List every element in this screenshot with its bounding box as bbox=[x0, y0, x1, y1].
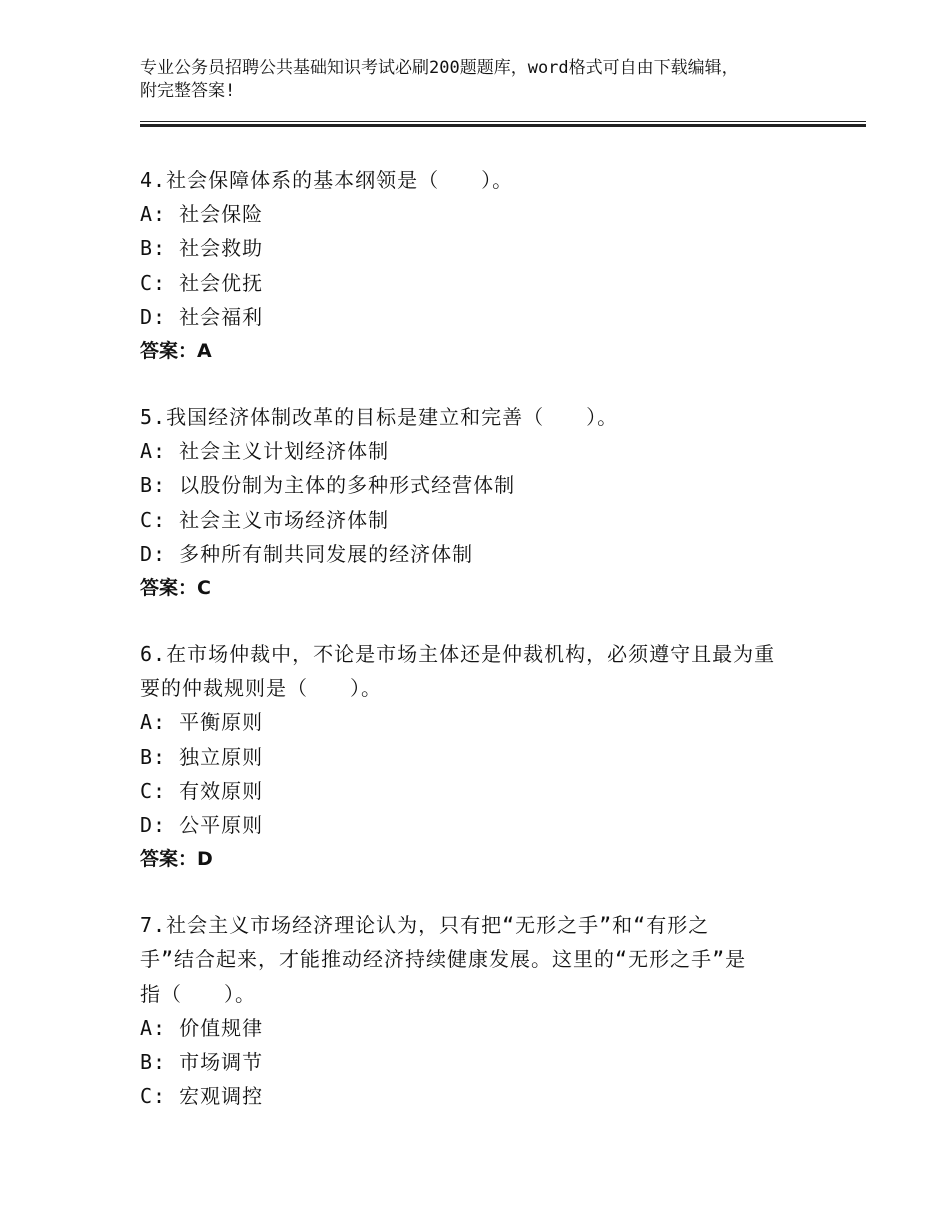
option-b: B: 以股份制为主体的多种形式经营体制 bbox=[140, 473, 516, 498]
header-line-2: 附完整答案! bbox=[140, 81, 236, 101]
question-item bbox=[140, 637, 820, 876]
option-c: C: 有效原则 bbox=[140, 778, 264, 803]
question-stem-line: 指（ ）。 bbox=[140, 981, 256, 1006]
option-a: A: 社会保险 bbox=[140, 202, 264, 227]
answer-label: 答案：C bbox=[140, 577, 211, 600]
question-stem-line: 手”结合起来，才能推动经济持续健康发展。这里的“无形之手”是 bbox=[140, 947, 747, 972]
answer-label: 答案：D bbox=[140, 848, 213, 871]
question-stem-line: 7.社会主义市场经济理论认为，只有把“无形之手”和“有形之 bbox=[140, 913, 710, 938]
question-list bbox=[140, 163, 820, 1145]
question-stem bbox=[140, 163, 820, 197]
option-c: C: 社会优抚 bbox=[140, 270, 264, 295]
option-d: D: 社会福利 bbox=[140, 304, 264, 329]
question-stem bbox=[140, 908, 820, 1011]
option-b: B: 社会救助 bbox=[140, 236, 264, 261]
option-a: A: 平衡原则 bbox=[140, 710, 264, 735]
divider-thin-line bbox=[140, 121, 866, 122]
question-stem-line: 6.在市场仲裁中，不论是市场主体还是仲裁机构，必须遵守且最为重 bbox=[140, 642, 776, 667]
divider-thick-line bbox=[140, 124, 866, 127]
option-c: C: 宏观调控 bbox=[140, 1084, 264, 1109]
option-c: C: 社会主义市场经济体制 bbox=[140, 507, 390, 532]
question-item bbox=[140, 908, 820, 1113]
header-line-1: 专业公务员招聘公共基础知识考试必刷200题题库，word格式可自由下载编辑， bbox=[140, 58, 739, 78]
question-item bbox=[140, 163, 820, 368]
question-stem-line: 5.我国经济体制改革的目标是建立和完善（ ）。 bbox=[140, 405, 619, 430]
option-d: D: 公平原则 bbox=[140, 813, 264, 838]
option-a: A: 社会主义计划经济体制 bbox=[140, 439, 390, 464]
answer-label: 答案：A bbox=[140, 340, 212, 363]
question-stem-line: 要的仲裁规则是（ ）。 bbox=[140, 676, 382, 701]
question-item bbox=[140, 400, 820, 605]
header-divider bbox=[140, 121, 866, 127]
question-stem-line: 4.社会保障体系的基本纲领是（ ）。 bbox=[140, 168, 514, 192]
option-d: D: 多种所有制共同发展的经济体制 bbox=[140, 541, 474, 566]
option-b: B: 市场调节 bbox=[140, 1050, 264, 1075]
question-stem bbox=[140, 637, 820, 705]
question-stem bbox=[140, 400, 820, 434]
option-a: A: 价值规律 bbox=[140, 1015, 264, 1040]
option-b: B: 独立原则 bbox=[140, 744, 264, 769]
document-header bbox=[140, 57, 840, 103]
